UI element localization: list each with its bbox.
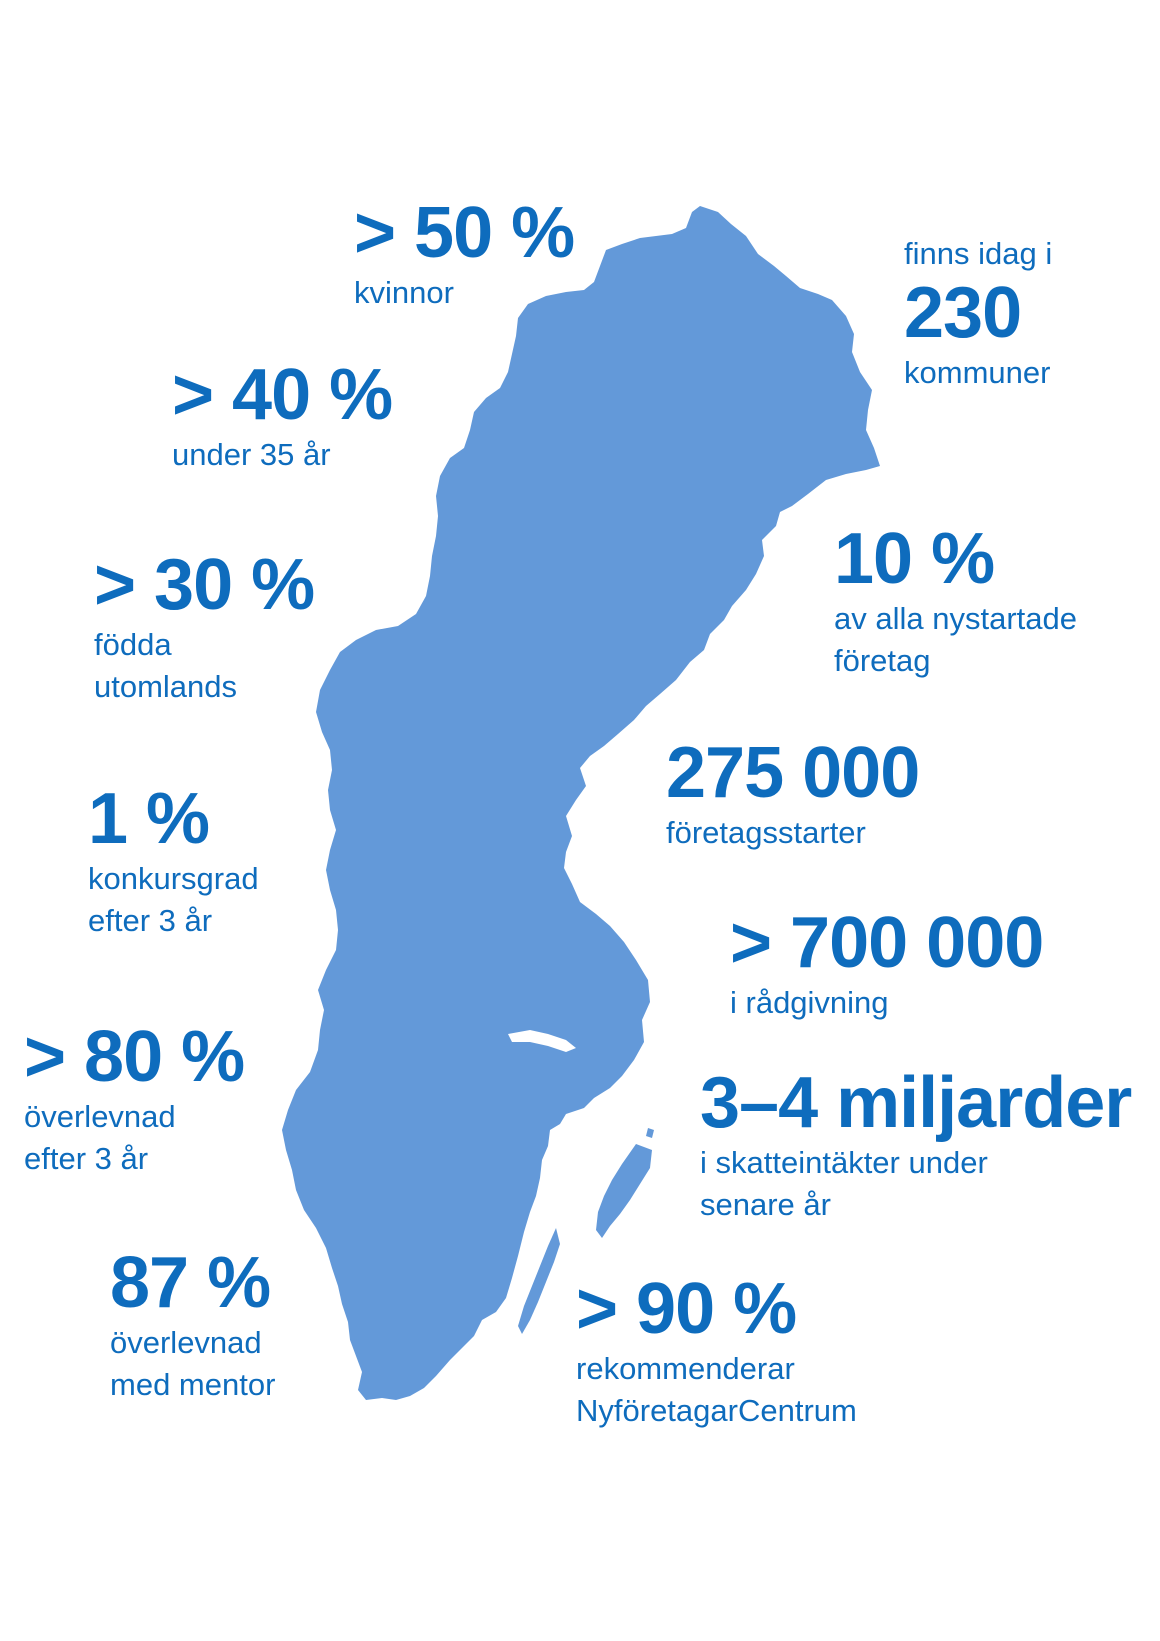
stat-under35-value: > 40 % [172,355,393,435]
stat-women [354,194,574,314]
stat-recommend [576,1270,857,1432]
stat-municipalities-prefix: finns idag i [904,236,1053,271]
stat-bankruptcy [88,780,259,942]
stat-recommend-value: > 90 % [576,1269,797,1349]
stat-advice-label: i rådgivning [730,985,889,1020]
stat-new-companies-share [834,520,1077,682]
stat-survival-value: > 80 % [24,1017,245,1097]
stat-municipalities-value: 230 [904,273,1022,353]
small-island-shape [646,1128,654,1138]
stat-bankruptcy-label: konkursgrad efter 3 år [88,861,259,938]
stat-foreign-born-label: födda utomlands [94,627,238,704]
stat-mentor [110,1244,275,1406]
stat-company-starts-value: 275 000 [666,733,920,813]
stat-advice-value: > 700 000 [730,903,1044,983]
stat-new-companies-share-value: 10 % [834,519,995,599]
stat-bankruptcy-value: 1 % [88,779,210,859]
stat-foreign-born-value: > 30 % [94,545,315,625]
stat-municipalities [904,234,1052,394]
stat-recommend-label: rekommenderar NyföretagarCentrum [576,1351,857,1428]
oland-shape [518,1228,560,1334]
stat-tax-label: i skatteintäkter under senare år [700,1145,988,1222]
stat-advice [730,904,1043,1024]
stat-company-starts-label: företagsstarter [666,815,866,850]
stat-company-starts [666,734,919,854]
stat-mentor-value: 87 % [110,1243,271,1323]
stat-mentor-label: överlevnad med mentor [110,1325,276,1402]
stat-under35 [172,356,392,476]
stat-tax-value: 3–4 miljarder [700,1063,1132,1143]
stat-women-label: kvinnor [354,275,454,310]
stat-tax [700,1064,1131,1226]
stat-foreign-born [94,546,314,708]
stat-survival [24,1018,244,1180]
stat-new-companies-share-label: av alla nystartade företag [834,601,1077,678]
stat-survival-label: överlevnad efter 3 år [24,1099,176,1176]
stat-under35-label: under 35 år [172,437,331,472]
stat-municipalities-label: kommuner [904,355,1051,390]
stat-women-value: > 50 % [354,193,575,273]
gotland-shape [596,1144,652,1238]
